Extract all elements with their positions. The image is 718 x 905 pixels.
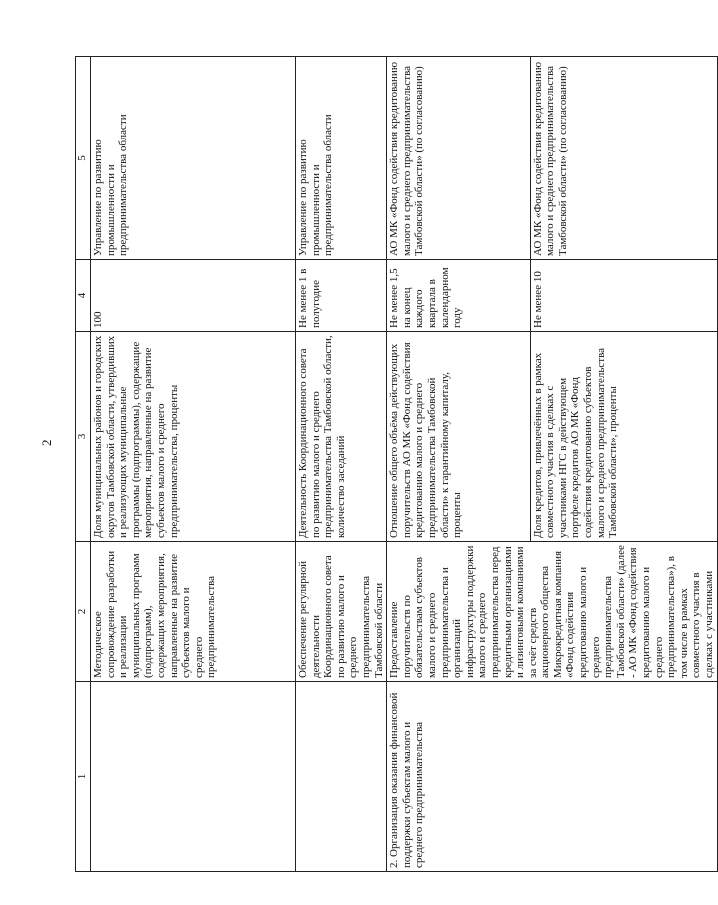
value-cell: 100 <box>91 260 296 332</box>
rotated-table-container <box>75 57 715 872</box>
table-row <box>91 57 296 872</box>
value-cell: Не менее 10 <box>530 260 717 332</box>
header-cell-3: 3 <box>76 332 91 542</box>
header-cell-2: 2 <box>76 542 91 682</box>
responsible-cell: АО МК «Фонд содействия кредитованию малого и среднего предпринимательства Тамбовской области» (по согласованию) <box>387 57 531 260</box>
page-number: 2 <box>39 439 54 446</box>
activity-cell: Предоставление поручительств по обязательствам субъектов малого и среднего предпринимательства и организаций инфраструктуры поддержки малого и среднего предпринимательства перед кредитными организациями и лизинговыми компаниями за счёт средств акционерного общества Микрокредитная компания «Фонд содействия кредитованию малого и среднего предпринимательства Тамбовской области» (далее - АО МК «Фонд содействия кредитованию малого и среднего предпринимательства»), в том числе в рамках совместного участия в сделках с участниками <box>387 542 717 682</box>
value-cell: Не менее 1,5 на конец каждого квартала в календарном году <box>387 260 531 332</box>
header-cell-1: 1 <box>76 682 91 872</box>
task-cell: 2. Организация оказания финансовой поддержки субъектам малого и среднего предпринимательства <box>387 682 717 872</box>
responsible-cell: АО МК «Фонд содействия кредитованию малого и среднего предпринимательства Тамбовской области» (по согласованию) <box>530 57 717 260</box>
header-cell-5: 5 <box>76 57 91 260</box>
indicator-cell: Доля муниципальных районов и городских округов Тамбовской области, утвердивших и реализующих муниципальные программы (подпрограммы), содержащие мероприятия, направленные на развитие субъектов малого и среднего предпринимательства, проценты <box>91 332 296 542</box>
indicator-cell: Отношение общего объёма действующих поручительств АО МК «Фонд содействия кредитованию малого и среднего предпринимательства Тамбовской области» к гарантийному капиталу, проценты <box>387 332 531 542</box>
header-cell-4: 4 <box>76 260 91 332</box>
table-row <box>387 57 531 872</box>
measures-table <box>75 56 718 872</box>
value-cell: Не менее 1 в полугодие <box>296 260 387 332</box>
indicator-cell: Деятельность Координационного совета по развитию малого и среднего предпринимательства Тамбовской области, количество заседаний <box>296 332 387 542</box>
task-cell <box>91 682 296 872</box>
responsible-cell: Управление по развитию промышленности и предпринимательства области <box>91 57 296 260</box>
task-cell <box>296 682 387 872</box>
activity-cell: Обеспечение регулярной деятельности Координационного совета по развитию малого и среднего предпринимательства Тамбовской области <box>296 542 387 682</box>
table-row <box>296 57 387 872</box>
header-row <box>76 57 91 872</box>
activity-cell: Методическое сопровождение разработки и реализации муниципальных программ (подпрограмм), содержащих мероприятия, направленные на развитие субъектов малого и среднего предпринимательства <box>91 542 296 682</box>
responsible-cell: Управление по развитию промышленности и предпринимательства области <box>296 57 387 260</box>
indicator-cell: Доля кредитов, привлечённых в рамках совместного участия в сделках с участниками НГС в действующем портфеле кредитов АО МК «Фонд содействия кредитованию субъектов малого и среднего предпринимательства Тамбовской области», проценты <box>530 332 717 542</box>
